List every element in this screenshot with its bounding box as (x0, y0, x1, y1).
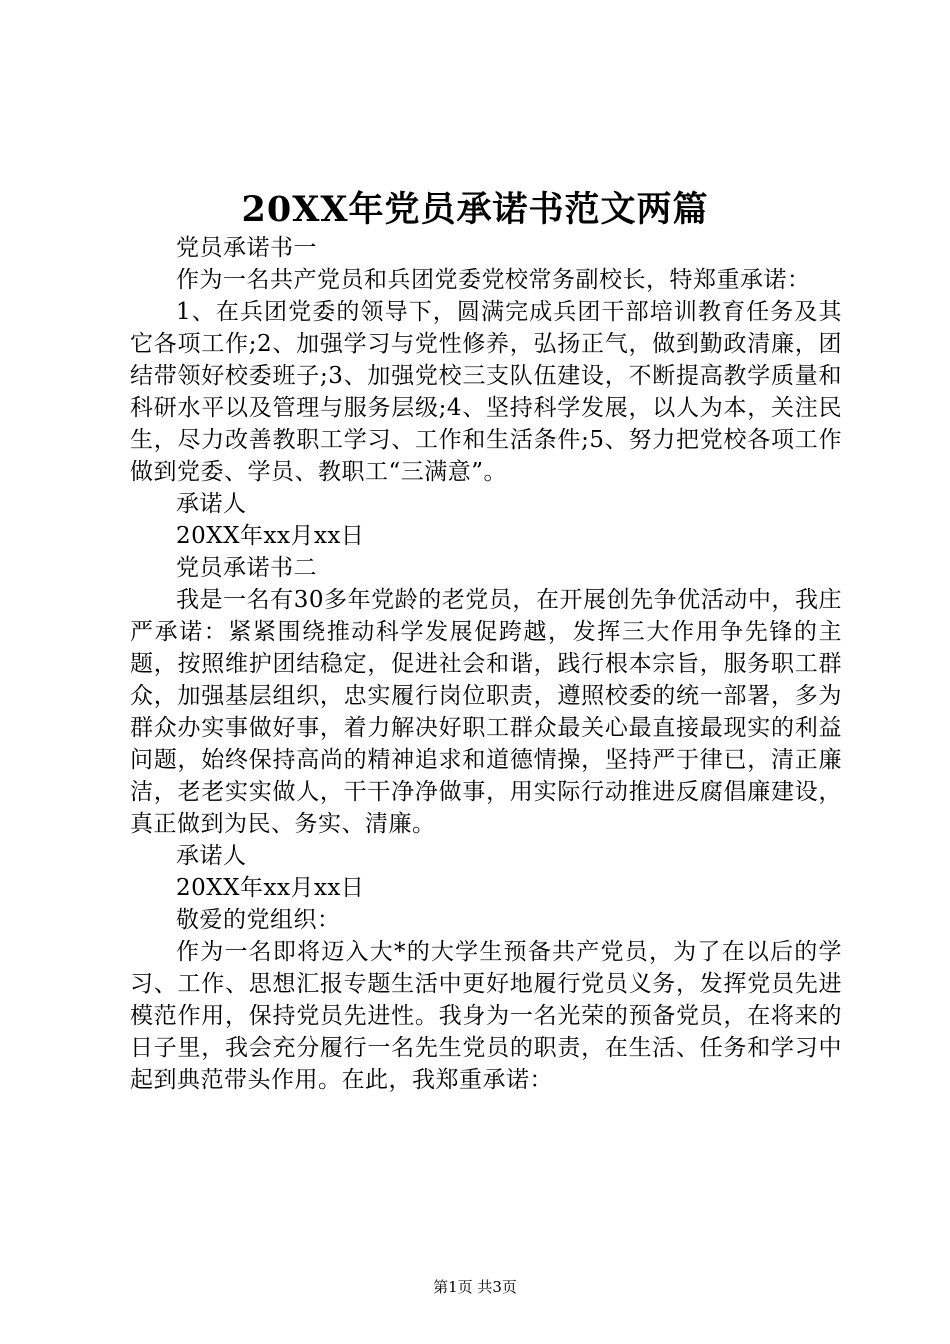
paragraph: 我是一名有30多年党龄的老党员，在开展创先争优活动中，我庄严承诺：紧紧围绕推动科学发展促跨越，发挥三大作用争先锋的主题，按照维护团结稳定，促进社会和谐，践行根本宗旨，服务职工群众，加强基层组织，忠实履行岗位职责，遵照校委的统一部署，多为群众办实事做好事，着力解决好职工群众最关心最直接最现实的利益问题，始终保持高尚的精神追求和道德情操，坚持严于律已，清正廉洁，老老实实做人，干干净净做事，用实际行动推进反腐倡廉建设，真正做到为民、务实、清廉。 (130, 587, 842, 837)
section-heading-one: 党员承诺书一 (176, 235, 317, 261)
salutation: 敬爱的党组织： (176, 907, 341, 933)
page-number: 第1页 共3页 (433, 1278, 517, 1296)
signature-label: 承诺人 (176, 491, 247, 517)
signature-date: 20XX年xx月xx日 (176, 875, 365, 901)
document-body (130, 232, 842, 1096)
signature-label: 承诺人 (176, 843, 247, 869)
paragraph: 作为一名共产党员和兵团党委党校常务副校长，特郑重承诺： (176, 267, 811, 293)
signature-date: 20XX年xx月xx日 (176, 523, 365, 549)
paragraph: 作为一名即将迈入大*的大学生预备共产党员，为了在以后的学习、工作、思想汇报专题生活中更好地履行党员义务，发挥党员先进模范作用，保持党员先进性。我身为一名光荣的预备党员，在将来的日子里，我会充分履行一名先生党员的职责，在生活、任务和学习中起到典范带头作用。在此，我郑重承诺： (130, 939, 842, 1093)
document-title: 20XX年党员承诺书范文两篇 (241, 189, 709, 230)
section-heading-two: 党员承诺书二 (176, 555, 317, 581)
paragraph: 1、在兵团党委的领导下，圆满完成兵团干部培训教育任务及其它各项工作;2、加强学习与党性修养，弘扬正气，做到勤政清廉，团结带领好校委班子;3、加强党校三支队伍建设，不断提高教学质量和科研水平以及管理与服务层级;4、坚持科学发展，以人为本，关注民生，尽力改善教职工学习、工作和生活条件;5、努力把党校各项工作做到党委、学员、教职工“三满意”。 (130, 299, 842, 485)
